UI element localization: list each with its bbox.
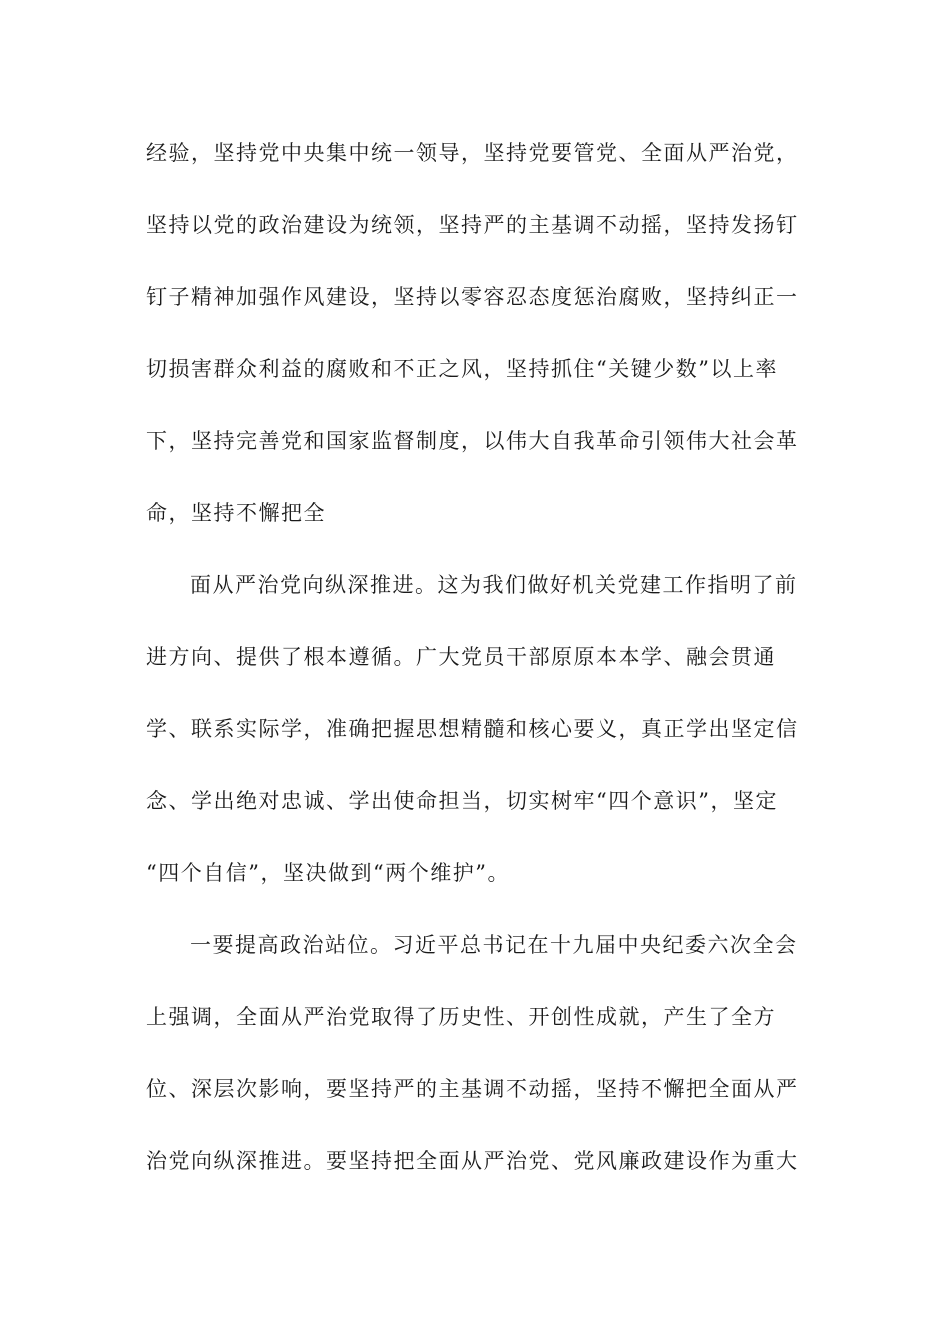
text-line: 治党向纵深推进。要坚持把全面从严治党、党风廉政建设作为重大: [146, 1149, 799, 1173]
paragraph-start-line: 面从严治党向纵深推进。这为我们做好机关党建工作指明了前: [190, 573, 798, 597]
text-line: 下，坚持完善党和国家监督制度，以伟大自我革命引领伟大社会革: [146, 429, 799, 453]
body-text: [146, 130, 799, 1210]
text-line: 钉子精神加强作风建设，坚持以零容忍态度惩治腐败，坚持纠正一: [146, 285, 799, 309]
text-line: 学、联系实际学，准确把握思想精髓和核心要义，真正学出坚定信: [146, 717, 799, 741]
text-line: “四个自信”，坚决做到“两个维护”。: [146, 861, 510, 885]
text-line: 念、学出绝对忠诚、学出使命担当，切实树牢“四个意识”，坚定: [146, 789, 778, 813]
text-line: 进方向、提供了根本遵循。广大党员干部原原本本学、融会贯通: [146, 645, 776, 669]
text-line: 坚持以党的政治建设为统领，坚持严的主基调不动摇，坚持发扬钉: [146, 213, 799, 237]
text-line: 经验，坚持党中央集中统一领导，坚持党要管党、全面从严治党，: [146, 141, 799, 165]
text-line: 上强调，全面从严治党取得了历史性、开创性成就，产生了全方: [146, 1005, 776, 1029]
text-line: 切损害群众利益的腐败和不正之风，坚持抓住“关键少数”以上率: [146, 357, 778, 381]
text-line: 命，坚持不懈把全: [146, 501, 326, 525]
paragraph-start-line: 一要提高政治站位。习近平总书记在十九届中央纪委六次全会: [190, 933, 798, 957]
text-line: 位、深层次影响，要坚持严的主基调不动摇，坚持不懈把全面从严: [146, 1077, 799, 1101]
